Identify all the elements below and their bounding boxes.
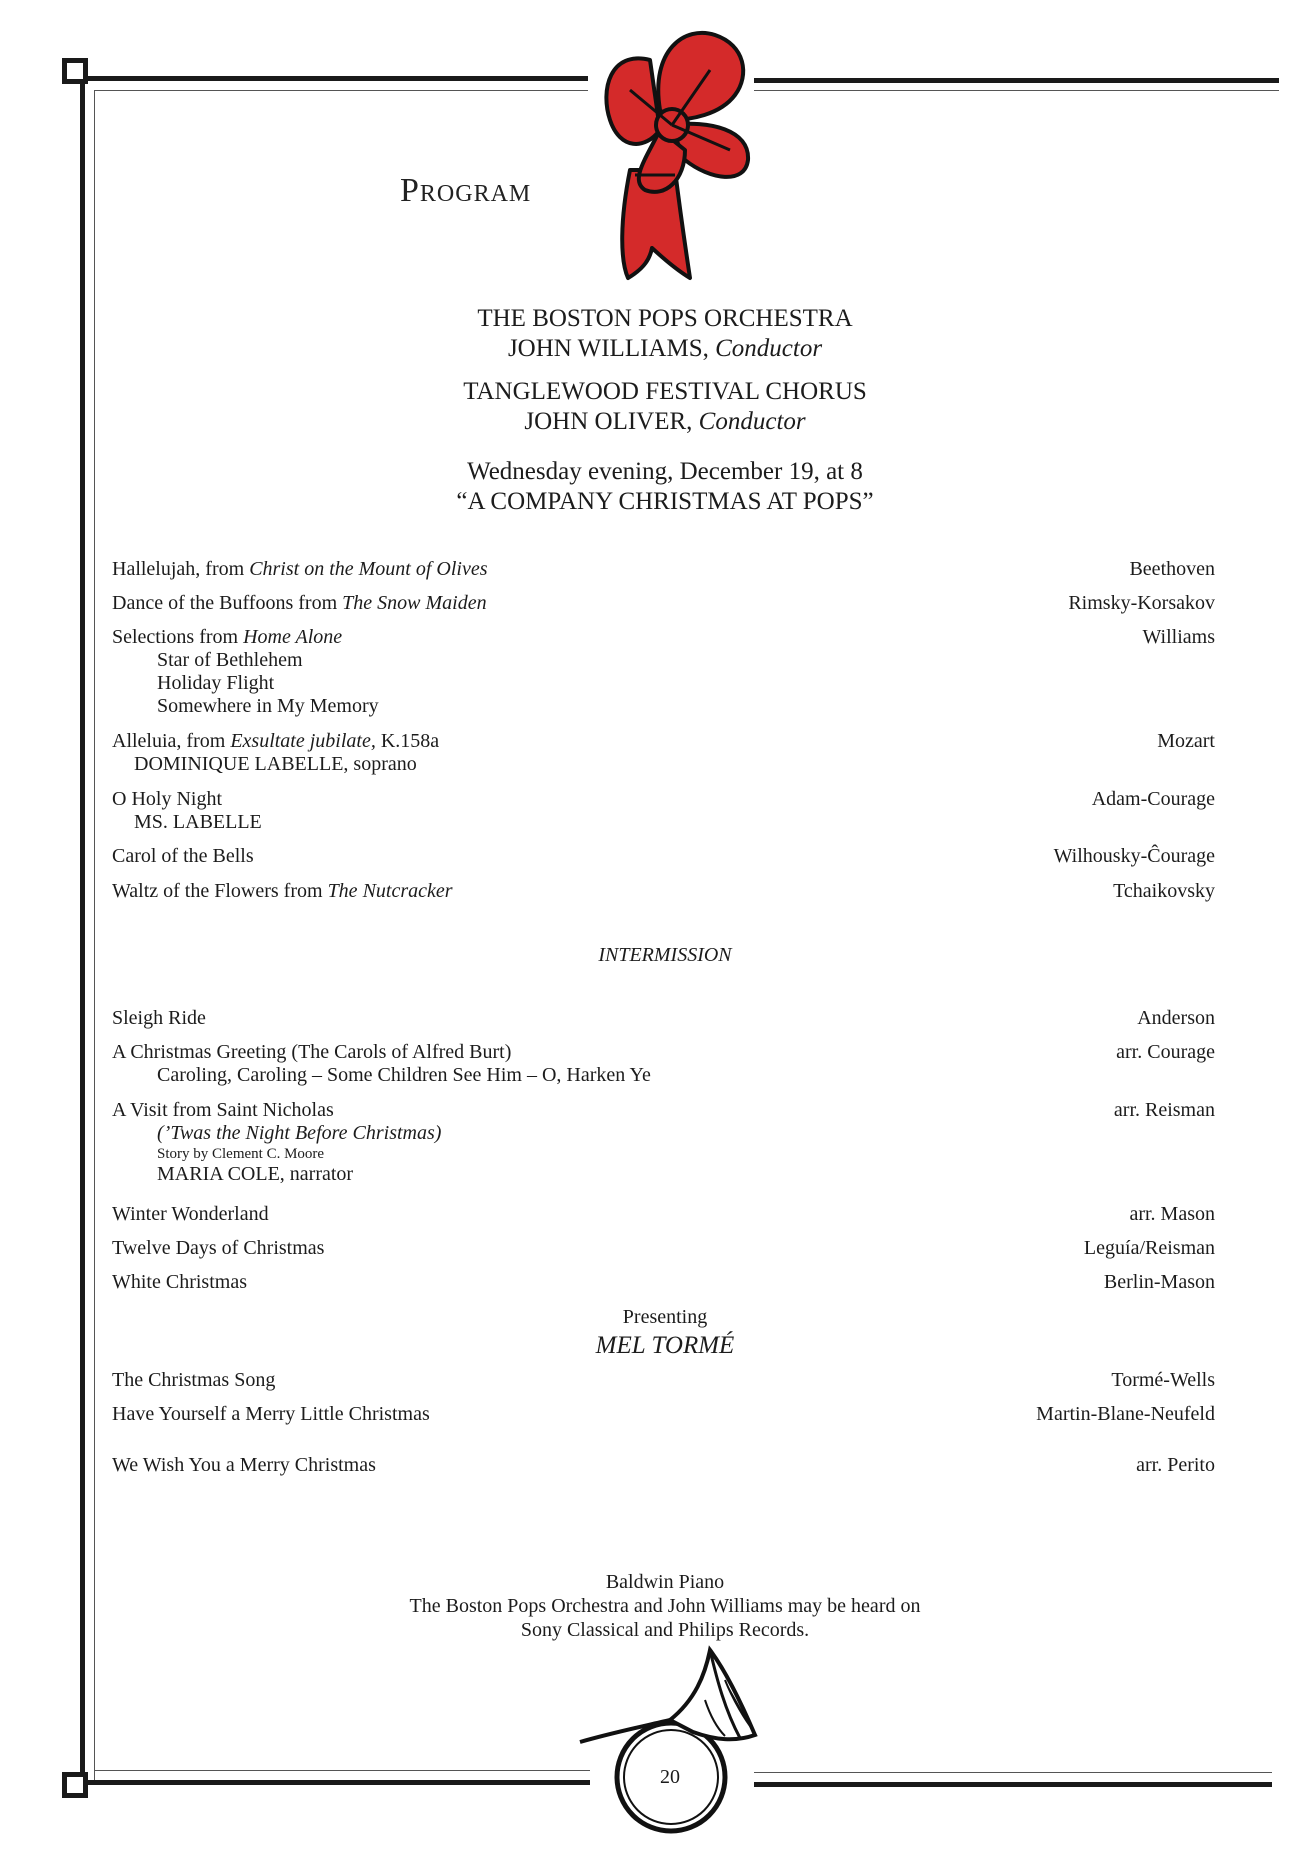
frame-left-inner — [94, 90, 95, 1780]
piece-title: Dance of the Buffoons from — [112, 592, 343, 614]
program-title: Program — [400, 172, 532, 209]
conductor-1-role: Conductor — [715, 335, 823, 362]
piece-title: Alleluia, from — [112, 730, 231, 752]
french-horn-icon — [575, 1640, 775, 1840]
composer: Martin-Blane-Neufeld — [1036, 1403, 1215, 1425]
orchestra-block — [320, 304, 1010, 364]
composer: arr. Courage — [1116, 1041, 1215, 1063]
piece-work: The Snow Maiden — [342, 592, 487, 614]
piece-catalog: K.158a — [375, 730, 440, 752]
chorus-block — [320, 377, 1010, 437]
conductor-2 — [320, 407, 1010, 437]
piece-title: Winter Wonderland — [112, 1203, 269, 1225]
frame-corner-bottom — [62, 1772, 88, 1798]
page-number: 20 — [660, 1766, 680, 1788]
piece-title: Waltz of the Flowers from — [112, 880, 328, 902]
sub-piece: Star of Bethlehem — [157, 649, 303, 671]
frame-bottom-right — [754, 1782, 1272, 1787]
composer: Tchaikovsky — [1113, 880, 1215, 902]
intermission-label: INTERMISSION — [598, 944, 732, 966]
composer: arr. Reisman — [1113, 1099, 1215, 1121]
frame-left — [80, 76, 85, 1788]
composer: Beethoven — [1129, 558, 1215, 580]
composer: Wilhousky-Ĉourage — [1053, 845, 1215, 867]
piece-title: We Wish You a Merry Christmas — [112, 1454, 376, 1476]
frame-top-inner — [94, 90, 588, 91]
piece-title: O Holy Night — [112, 788, 222, 810]
composer: Anderson — [1137, 1007, 1215, 1029]
piece-title: Sleigh Ride — [112, 1007, 206, 1029]
piece-title: A Visit from Saint Nicholas — [112, 1099, 334, 1121]
piece-title: A Christmas Greeting (The Carols of Alfred Burt) — [112, 1041, 512, 1063]
footer-line-2: The Boston Pops Orchestra and John Williams may be heard on — [409, 1595, 921, 1617]
concert-title: “A COMPANY CHRISTMAS AT POPS” — [456, 488, 874, 515]
piece-title: Hallelujah, from — [112, 558, 250, 580]
piece-title: Twelve Days of Christmas — [112, 1237, 325, 1259]
composer: Berlin-Mason — [1103, 1271, 1215, 1293]
composer: Williams — [1142, 626, 1215, 648]
composer: Adam-Courage — [1091, 788, 1215, 810]
sub-piece: Somewhere in My Memory — [157, 695, 379, 717]
frame-corner-top — [62, 58, 88, 84]
piece-title: The Christmas Song — [112, 1369, 276, 1391]
frame-top-right — [754, 78, 1279, 83]
composer: Rimsky-Korsakov — [1068, 592, 1215, 614]
piece-title: Carol of the Bells — [112, 845, 254, 867]
frame-top-left — [76, 76, 588, 81]
frame-bottom-inner — [94, 1770, 590, 1771]
sub-piece: Holiday Flight — [157, 672, 275, 694]
piece-title: White Christmas — [112, 1271, 247, 1293]
piece-work: Exsultate jubilate, — [230, 730, 376, 752]
composer: Tormé-Wells — [1111, 1369, 1215, 1391]
footer-credits — [300, 1570, 1030, 1642]
orchestra-name: THE BOSTON POPS ORCHESTRA — [477, 305, 853, 332]
date-block — [320, 457, 1010, 517]
composer: Leguía/Reisman — [1083, 1237, 1215, 1259]
conductor-1 — [320, 334, 1010, 364]
conductor-2-name: JOHN OLIVER, — [524, 408, 693, 435]
piece-work: Christ on the Mount of Olives — [249, 558, 488, 580]
presenting-artist: MEL TORMÉ — [595, 1332, 735, 1359]
frame-bottom-inner-right — [754, 1772, 1272, 1773]
frame-bottom-left — [78, 1780, 590, 1785]
composer: arr. Mason — [1129, 1203, 1215, 1225]
sub-piece: Caroling, Caroling – Some Children See Him – O, Harken Ye — [157, 1064, 651, 1086]
composer: arr. Perito — [1136, 1454, 1215, 1476]
frame-top-inner-right — [754, 90, 1279, 91]
chorus-name: TANGLEWOOD FESTIVAL CHORUS — [463, 378, 867, 405]
footer-line-1: Baldwin Piano — [605, 1571, 725, 1593]
performer: MS. LABELLE — [134, 811, 262, 833]
red-bow-icon — [590, 20, 760, 285]
footer-line-3: Sony Classical and Philips Records. — [520, 1619, 810, 1641]
conductor-2-role: Conductor — [698, 408, 806, 435]
piece-title: Selections from — [112, 626, 244, 648]
piece-title: Have Yourself a Merry Little Christmas — [112, 1403, 430, 1425]
presenting-label: Presenting — [622, 1306, 708, 1328]
concert-date: Wednesday evening, December 19, at 8 — [467, 458, 863, 485]
conductor-1-name: JOHN WILLIAMS, — [507, 335, 709, 362]
sub-title: (’Twas the Night Before Christmas) — [157, 1122, 442, 1144]
composer: Mozart — [1157, 730, 1215, 752]
piece-work: Home Alone — [243, 626, 343, 648]
performer: DOMINIQUE LABELLE, soprano — [134, 753, 417, 775]
story-credit: Story by Clement C. Moore — [157, 1146, 325, 1162]
narrator: MARIA COLE, narrator — [157, 1163, 354, 1185]
piece-work: The Nutcracker — [327, 880, 453, 902]
